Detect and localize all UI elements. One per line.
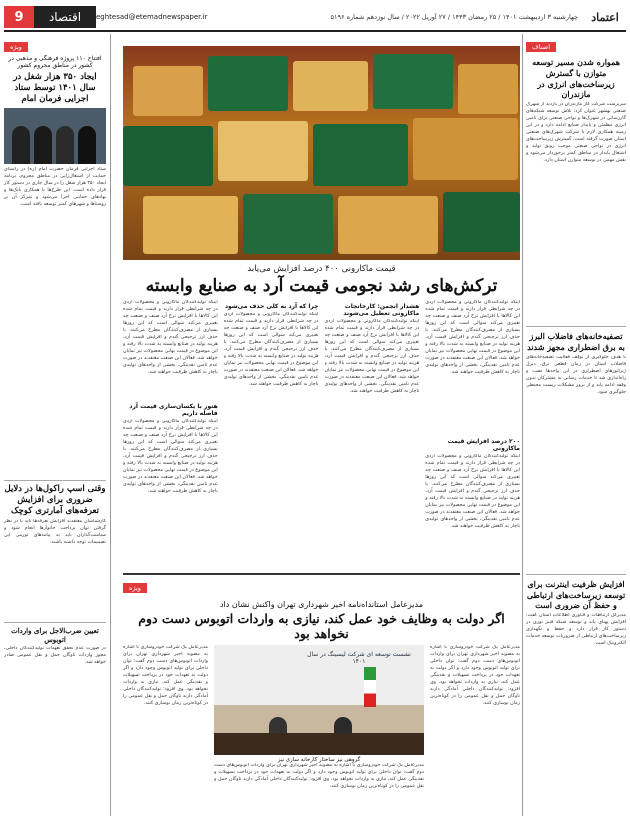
column-divider xyxy=(110,34,111,816)
section-tag: اصناف xyxy=(526,42,556,52)
story-subhead: هشدار انجمن: کارخانجات ماکارونی تعطیل می‌شوند xyxy=(343,303,420,317)
story-title: وقتی اسپ راکول‌ها در دلایل ضروری برای افزایش تعرفه‌های آمارتری کوچک xyxy=(4,480,106,517)
pasta-bag xyxy=(208,56,288,111)
newspaper-logo: اعتماد xyxy=(591,10,619,24)
pasta-bag xyxy=(133,66,203,116)
column-divider xyxy=(522,34,523,816)
story-body: مدیرعامل یک شرکت خودروسازی با اشاره به مصوبه اخیر شهرداری تهران برای واردات اتوبوس‌های دست دوم گفت: توان داخلی برای تولید اتوبوس وجود دارد و اگر دولت به تعهدات خود در پرداخت تسهیلات و نقدینگی عمل کند، نیازی به واردات نخواهد بود. وی افزود: تولیدکنندگان داخلی آمادگی دارند ناوگان حمل و نقل عمومی را در کوتاه‌ترین زمان نوسازی کنند. xyxy=(123,645,208,706)
photo-caption: گروهی نیز ساختار کارخانه سازی نیز xyxy=(277,757,361,763)
pasta-bag xyxy=(313,124,408,186)
page-number: 9 xyxy=(4,6,34,28)
second-story-columns xyxy=(123,645,520,820)
pasta-bag xyxy=(218,121,308,181)
story-subhead: چرا که آرد به کلی حذف می‌شود xyxy=(224,303,319,310)
story-body: اینکه تولیدکنندگان ماکارونی و محصولات آردی در چه شرایطی قرار دارند و قیمت تمام شده این کالاها با افزایش نرخ آرد صنف و صنعت چه تغییری می‌کند سوالی است که این روزها بسیاری از مصرف‌کنندگان مطرح می‌کنند. با حذف ارز ترجیحی گندم و افزایش قیمت آرد، هزینه تولید در صنایع وابسته به شدت بالا رفته و این موضوع در قیمت نهایی محصولات نیز نمایان خواهد شد. فعالان این صنعت معتقدند در صورت عدم تامین نقدینگی، بخشی از واحدهای تولیدی ناچار به کاهش ظرفیت خواهند شد. xyxy=(223,312,319,387)
story-body: مدیرعامل یک شرکت خودروسازی با اشاره به مصوبه اخیر شهرداری تهران برای واردات اتوبوس‌های دست دوم گفت: توان داخلی برای تولید اتوبوس وجود دارد و اگر دولت به تعهدات خود در پرداخت تسهیلات و نقدینگی عمل کند، نیازی به واردات نخواهد بود. وی افزود: تولیدکنندگان داخلی آمادگی دارند ناوگان حمل و نقل عمومی را در کوتاه‌ترین زمان نوسازی کنند. xyxy=(430,645,520,706)
pasta-bag xyxy=(293,61,368,111)
pasta-bag xyxy=(373,54,453,109)
story-body: ستاد اجرایی فرمان حضرت امام (ره) در راستای حمایت از اشتغال‌زایی در مناطق محروم، برنامه ایجاد ۳۵۰ هزار شغل را در سال جاری در دستور کار قرار داده است. این طرح‌ها با همکاری بانک‌ها و نهادهای حمایتی اجرا می‌شود و تمرکز آن بر روستاها و شهرهای کمتر توسعه یافته است. xyxy=(4,167,106,207)
story-subhead: ۲۰۰ درصد افزایش قیمت ماکارونی xyxy=(447,438,520,452)
story-body: اینکه تولیدکنندگان ماکارونی و محصولات آردی در چه شرایطی قرار دارند و قیمت تمام شده این کالاها با افزایش نرخ آرد صنف و صنعت چه تغییری می‌کند سوالی است که این روزها بسیاری از مصرف‌کنندگان مطرح می‌کنند. با حذف ارز ترجیحی گندم و افزایش قیمت آرد، هزینه تولید در صنایع وابسته به شدت بالا رفته و این موضوع در قیمت نهایی محصولات نیز نمایان خواهد شد. فعالان این صنعت معتقدند در صورت عدم تامین نقدینگی، بخشی از واحدهای تولیدی ناچار به کاهش ظرفیت خواهند شد. xyxy=(324,319,420,394)
story-body: سرپرست شرکت گاز مازندران در بازدید از شهرک صنعتی بهشهر عنوان کرد: تلاش توسعه شبکه‌های گازرسانی در شهرک‌ها و نواحی صنعتی برای تامین انرژی مطمئن و پایدار صنایع ادامه دارد و در این زمینه همکاری لازم با شرکت شهرک‌های صنعتی استان صورت گرفته است. گسترش زیرساخت‌های انرژی در نواحی صنعتی موجب رونق تولید و اشتغال پایدار در مناطق کمتر برخوردار می‌شود و نقش مهمی در توسعه متوازن استان دارد. xyxy=(526,102,626,163)
story-body: مدیرکل ارتباطات و فناوری اطلاعات استان گفت: افزایش پهنای باند و توسعه شبکه فیبر نوری در دستور کار قرار دارد و حفظ و نگهداری زیرساخت‌های ارتباطی از ضروریات توسعه خدمات الکترونیک است. xyxy=(526,613,626,646)
story-kicker: قیمت ماکارونی ۴۰۰ درصد افزایش می‌یابد xyxy=(247,264,396,274)
story-body: اینکه تولیدکنندگان ماکارونی و محصولات آردی در چه شرایطی قرار دارند و قیمت تمام شده این کالاها با افزایش نرخ آرد صنف و صنعت چه تغییری می‌کند سوالی است که این روزها بسیاری از مصرف‌کنندگان مطرح می‌کنند. با حذف ارز ترجیحی گندم و افزایش قیمت آرد، هزینه تولید در صنایع وابسته به شدت بالا رفته و این موضوع در قیمت نهایی محصولات نیز نمایان خواهد شد. فعالان این صنعت معتقدند در صورت عدم تامین نقدینگی، بخشی از واحدهای تولیدی ناچار به کاهش ظرفیت خواهند شد. xyxy=(123,300,218,375)
story-kicker: افتتاح ۱۱۰ پروژه فرهنگی و مذهبی در کشور در مناطق محروم کشور xyxy=(8,55,102,69)
banner-text: نشست توسعه ای شرکت لیسینگ در سال ۱۴۰۱ xyxy=(307,651,411,665)
pasta-bag xyxy=(123,126,213,186)
story-body: در صورت عدم تحقق تعهدات تولیدکنندگان داخلی، مجوز واردات ناوگان حمل و نقل عمومی صادر خواهد شد. xyxy=(4,646,106,666)
pasta-photo xyxy=(123,46,520,260)
meeting-photo xyxy=(214,645,424,755)
pasta-bag xyxy=(458,64,518,114)
left-column xyxy=(4,34,106,816)
story-headline: اگر دولت به وظایف خود عمل کند، نیازی به واردات اتوبوس دست دوم نخواهد بود xyxy=(138,611,505,641)
story-body: اینکه تولیدکنندگان ماکارونی و محصولات آردی در چه شرایطی قرار دارند و قیمت تمام شده این کالاها با افزایش نرخ آرد صنف و صنعت چه تغییری می‌کند سوالی است که این روزها بسیاری از مصرف‌کنندگان مطرح می‌کنند. با حذف ارز ترجیحی گندم و افزایش قیمت آرد، هزینه تولید در صنایع وابسته به شدت بالا رفته و این موضوع در قیمت نهایی محصولات نیز نمایان خواهد شد. فعالان این صنعت معتقدند در صورت عدم تامین نقدینگی، بخشی از واحدهای تولیدی ناچار به کاهش ظرفیت خواهند شد. xyxy=(425,454,520,529)
right-column xyxy=(526,34,626,816)
story-body: اینکه تولیدکنندگان ماکارونی و محصولات آردی در چه شرایطی قرار دارند و قیمت تمام شده این کالاها با افزایش نرخ آرد صنف و صنعت چه تغییری می‌کند سوالی است که این روزها بسیاری از مصرف‌کنندگان مطرح می‌کنند. با حذف ارز ترجیحی گندم و افزایش قیمت آرد، هزینه تولید در صنایع وابسته به شدت بالا رفته و این موضوع در قیمت نهایی محصولات نیز نمایان خواهد شد. فعالان این صنعت معتقدند در صورت عدم تامین نقدینگی، بخشی از واحدهای تولیدی ناچار به کاهش ظرفیت خواهند شد. xyxy=(123,419,218,494)
story-body: مدیرعامل یک شرکت خودروسازی با اشاره به مصوبه اخیر شهرداری تهران برای واردات اتوبوس‌های دست دوم گفت: توان داخلی برای تولید اتوبوس وجود دارد و اگر دولت به تعهدات خود در پرداخت تسهیلات و نقدینگی عمل کند، نیازی به واردات نخواهد بود. وی افزود: تولیدکنندگان داخلی آمادگی دارند ناوگان حمل و نقل عمومی را در کوتاه‌ترین زمان نوسازی کنند. xyxy=(214,763,424,789)
story-headline: ترکش‌های رشد نجومی قیمت آرد به صنایع وابسته xyxy=(145,276,498,296)
story-body: اینکه تولیدکنندگان ماکارونی و محصولات آردی در چه شرایطی قرار دارند و قیمت تمام شده این کالاها با افزایش نرخ آرد صنف و صنعت چه تغییری می‌کند سوالی است که این روزها بسیاری از مصرف‌کنندگان مطرح می‌کنند. با حذف ارز ترجیحی گندم و افزایش قیمت آرد، هزینه تولید در صنایع وابسته به شدت بالا رفته و این موضوع در قیمت نهایی محصولات نیز نمایان خواهد شد. فعالان این صنعت معتقدند در صورت عدم تامین نقدینگی، بخشی از واحدهای تولیدی ناچار به کاهش ظرفیت خواهند شد. xyxy=(425,300,520,375)
header-left xyxy=(4,6,215,28)
date-line: چهارشنبه ۳ اردیبهشت ۱۴۰۱ / ۲۵ رمضان ۱۴۴۳ / ۲۷ آوریل ۲۰۲۲ / سال نوزدهم شماره ۵۱۹۶ xyxy=(330,13,578,21)
story-subhead: هنوز با یکسان‌سازی قیمت آرد فاصله داریم xyxy=(129,403,218,417)
section-label: اقتصاد xyxy=(34,6,96,28)
story-title: همواره شدن مسیر توسعه متوازن با گسترش زیرساخت‌های انرژی در مازندران xyxy=(532,57,620,100)
pasta-bag xyxy=(143,196,238,254)
email-address[interactable]: eghtesad@etemadnewspaper.ir xyxy=(96,13,208,21)
main-area xyxy=(123,34,520,816)
officials-photo xyxy=(4,108,106,164)
pasta-bag xyxy=(413,118,518,180)
page-header xyxy=(4,4,626,32)
section-tag: ویژه xyxy=(123,583,147,593)
section-tag: ویژه xyxy=(4,42,28,52)
pasta-bag xyxy=(243,194,333,254)
main-story-columns xyxy=(123,300,520,570)
story-kicker: مدیرعامل استانداه‌نامه اخیر شهرداری تهران واکنش نشان داد xyxy=(219,600,423,609)
story-title: افزایش ظرفیت اینترنت برای توسعه زیرساخت‌های ارتباطی و حفظ آن ضروری است xyxy=(526,574,626,611)
story-body: با هدف جلوگیری از توقف فعالیت تصفیه‌خانه‌های فاضلاب استان در زمان قطعی برق، دیزل ژنراتورهای اضطراری در این واحدها نصب و راه‌اندازی شد تا خدمات رسانی به مشترکان بدون وقفه ادامه یابد و از بروز مشکلات زیست محیطی جلوگیری شود. xyxy=(526,354,626,395)
pasta-bag xyxy=(443,192,520,252)
story-title: تعیین ضرب‌الاجل برای واردات اتوبوس xyxy=(4,622,106,644)
flag xyxy=(364,667,376,707)
pasta-bag xyxy=(338,196,438,254)
story-title: تصفیه‌خانه‌های فاضلاب البرز به برق اضطراری مجهز شدند xyxy=(526,326,626,353)
table xyxy=(214,733,424,755)
story-body: کارشناسان معتقدند افزایش تعرفه‌ها باید با در نظر گرفتن توان پرداخت خانوارها انجام شود و سیاست‌گذاران باید به پیامدهای تورمی این تصمیمات توجه داشته باشند. xyxy=(4,519,106,546)
story-title: ایجاد ۳۵۰ هزار شغل در سال ۱۴۰۱ توسط ستاد اجرایی فرمان امام xyxy=(13,72,97,105)
